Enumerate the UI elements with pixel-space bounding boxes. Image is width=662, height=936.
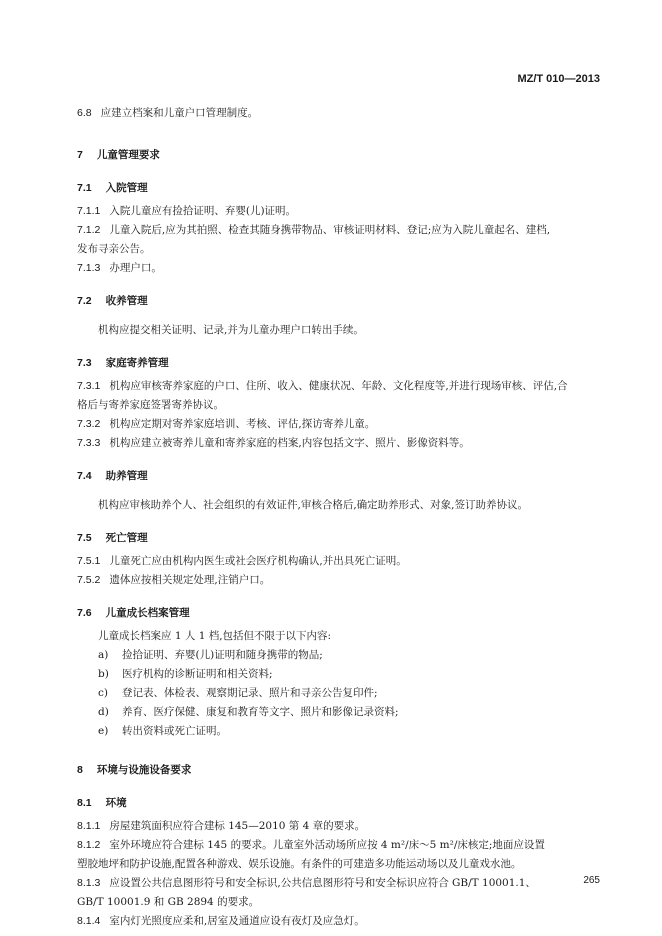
clause-number: 7.3.2 (77, 418, 101, 430)
clause-number: 7.1.2 (77, 224, 101, 236)
clause-6-8 (77, 104, 599, 123)
section-title: 儿童管理要求 (96, 149, 160, 161)
clause-text: 儿童死亡应由机构内医生或社会医疗机构确认,并出具死亡证明。 (109, 555, 407, 567)
section-7-2-paragraph: 机构应提交相关证明、记录,并为儿童办理户口转出手续。 (98, 324, 364, 336)
list-item-text: 医疗机构的诊断证明和相关资料; (122, 668, 273, 680)
section-7-4-heading (77, 467, 599, 486)
clause-text: 办理户口。 (109, 262, 162, 274)
archive-contents-list (77, 646, 599, 741)
clause-number: 7.1.3 (77, 262, 101, 274)
clause-8-1-3-continued: GB/T 10001.9 和 GB 2894 的要求。 (77, 896, 260, 908)
list-marker: a) (98, 649, 109, 661)
clause-8-1-2 (77, 836, 599, 855)
list-marker: d) (98, 706, 109, 718)
page-body (77, 104, 599, 931)
section-title: 家庭寄养管理 (105, 357, 169, 369)
section-title: 入院管理 (105, 182, 148, 194)
clause-number: 7.3.1 (77, 380, 101, 392)
list-item (77, 684, 599, 703)
clause-text: 应建立档案和儿童户口管理制度。 (100, 107, 259, 119)
list-item (77, 665, 599, 684)
section-title: 儿童成长档案管理 (105, 607, 190, 619)
clause-number: 8.1.3 (77, 877, 101, 889)
clause-text: 遗体应按相关规定处理,注销户口。 (109, 574, 271, 586)
section-title: 助养管理 (105, 470, 148, 482)
clause-number: 8.1.4 (77, 915, 101, 927)
clause-7-1-3 (77, 259, 599, 278)
list-item-text: 转出资料或死亡证明。 (122, 725, 227, 737)
clause-number: 8.1.1 (77, 820, 101, 832)
section-number: 7.4 (77, 470, 92, 482)
section-8-heading (77, 761, 599, 780)
page-number: 265 (583, 875, 600, 886)
list-item (77, 646, 599, 665)
list-item-text: 养育、医疗保健、康复和教育等文字、照片和影像记录资料; (122, 706, 399, 718)
clause-7-5-1 (77, 552, 599, 571)
section-number: 8.1 (77, 797, 92, 809)
list-marker: c) (98, 687, 108, 699)
section-title: 环境与设施设备要求 (96, 764, 192, 776)
section-number: 7.3 (77, 357, 92, 369)
section-7-4-paragraph: 机构应审核助养个人、社会组织的有效证件,审核合格后,确定助养形式、对象,签订助养协议。 (98, 499, 529, 511)
section-number: 7.6 (77, 607, 92, 619)
section-7-5-heading (77, 529, 599, 548)
section-title: 死亡管理 (105, 532, 148, 544)
clause-7-1-1 (77, 202, 599, 221)
section-7-6-intro: 儿童成长档案应 1 人 1 档,包括但不限于以下内容: (98, 630, 332, 642)
clause-8-1-4 (77, 912, 599, 931)
clause-7-3-1 (77, 377, 599, 396)
clause-7-5-2 (77, 571, 599, 590)
section-7-heading (77, 146, 599, 165)
document-code: MZ/T 010—2013 (517, 73, 600, 85)
section-7-3-heading (77, 354, 599, 373)
list-item (77, 703, 599, 722)
section-7-6-heading (77, 604, 599, 623)
section-number: 7.2 (77, 295, 92, 307)
clause-text: 机构应定期对寄养家庭培训、考核、评估,探访寄养儿童。 (109, 418, 376, 430)
clause-text: 儿童入院后,应为其拍照、检查其随身携带物品、审核证明材料、登记;应为入院儿童起名、建档, (109, 224, 551, 236)
clause-number: 7.5.2 (77, 574, 101, 586)
list-marker: e) (98, 725, 109, 737)
section-7-1-heading (77, 179, 599, 198)
clause-number: 7.5.1 (77, 555, 101, 567)
section-title: 环境 (105, 797, 127, 809)
clause-7-3-2 (77, 415, 599, 434)
clause-number: 7.3.3 (77, 437, 101, 449)
clause-number: 6.8 (77, 107, 92, 119)
clause-8-1-2-continued: 塑胶地坪和防护设施,配置各种游戏、娱乐设施。有条件的可建造多功能运动场以及儿童戏水池。 (77, 858, 522, 870)
list-marker: b) (98, 668, 109, 680)
section-8-1-heading (77, 794, 599, 813)
clause-text: 机构应审核寄养家庭的户口、住所、收入、健康状况、年龄、文化程度等,并进行现场审核、评估,合 (109, 380, 568, 392)
section-number: 7 (77, 149, 83, 161)
clause-number: 7.1.1 (77, 205, 101, 217)
clause-text: 室外环境应符合建标 145 的要求。儿童室外活动场所应按 4 m²/床～5 m²/床核定;地面应设置 (109, 839, 545, 851)
section-number: 8 (77, 764, 83, 776)
list-item-text: 捡拾证明、弃婴(儿)证明和随身携带的物品; (122, 649, 323, 661)
clause-number: 8.1.2 (77, 839, 101, 851)
list-item-text: 登记表、体检表、观察期记录、照片和寻亲公告复印件; (122, 687, 378, 699)
clause-text: 机构应建立被寄养儿童和寄养家庭的档案,内容包括文字、照片、影像资料等。 (109, 437, 470, 449)
clause-text: 应设置公共信息图形符号和安全标识,公共信息图形符号和安全标识应符合 GB/T 10001.1、 (109, 877, 536, 889)
list-item (77, 722, 599, 741)
section-title: 收养管理 (105, 295, 148, 307)
section-number: 7.5 (77, 532, 92, 544)
clause-text: 房屋建筑面积应符合建标 145—2010 第 4 章的要求。 (109, 820, 366, 832)
section-number: 7.1 (77, 182, 92, 194)
clause-7-1-2-continued: 发布寻亲公告。 (77, 243, 151, 255)
clause-text: 室内灯光照度应柔和,居室及通道应设有夜灯及应急灯。 (109, 915, 365, 927)
clause-7-3-1-continued: 格后与寄养家庭签署寄养协议。 (77, 399, 224, 411)
clause-7-1-2 (77, 221, 599, 240)
clause-8-1-1 (77, 817, 599, 836)
clause-7-3-3 (77, 434, 599, 453)
section-7-2-heading (77, 292, 599, 311)
clause-text: 入院儿童应有捡拾证明、弃婴(儿)证明。 (109, 205, 297, 217)
clause-8-1-3 (77, 874, 599, 893)
